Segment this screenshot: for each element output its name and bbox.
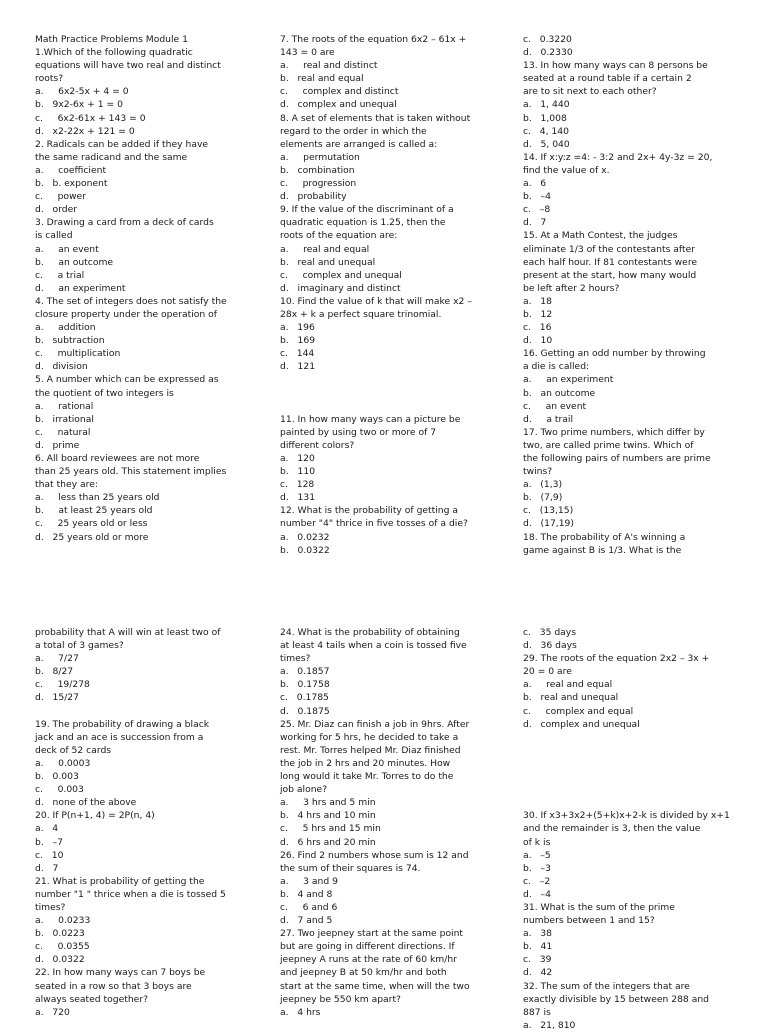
- text-line: a. addition: [35, 322, 96, 334]
- text-line: 20 = 0 are: [523, 666, 572, 678]
- text-line: a. 3 hrs and 5 min: [280, 797, 376, 809]
- text-line: a. 3 and 9: [280, 875, 338, 887]
- text-line: d. x2-22x + 121 = 0: [35, 125, 135, 137]
- text-line: elements are arranged is called a:: [280, 138, 438, 150]
- text-line: 7. The roots of the equation 6x2 – 61x +: [280, 34, 467, 45]
- text-line: 30. If x3+3x2+(5+k)x+2-k is divided by x+1: [523, 810, 730, 822]
- text-line: b. an outcome: [523, 387, 596, 399]
- text-line: 14. If x:y:z =4: - 3:2 and 2x+ 4y-3z = 20,: [523, 151, 713, 163]
- text-line: d. 131: [280, 492, 316, 504]
- text-line: d. imaginary and distinct: [280, 282, 401, 294]
- text-line: 26. Find 2 numbers whose sum is 12 and: [280, 849, 469, 861]
- text-line: d. probability: [280, 191, 347, 203]
- text-line: d. 7: [523, 217, 547, 229]
- text-line: a. 1, 440: [523, 99, 570, 111]
- text-line: but are going in different directions. If: [280, 941, 455, 953]
- text-line: d. 7 and 5: [280, 915, 333, 927]
- text-line: d. –4: [523, 888, 551, 900]
- text-line: d. 0.1875: [280, 705, 330, 717]
- text-line: 22. In how many ways can 7 boys be: [35, 967, 206, 979]
- text-line: roots?: [35, 73, 64, 85]
- text-line: regard to the order in which the: [280, 125, 427, 137]
- text-line: b. 169: [280, 335, 316, 347]
- text-line: that they are:: [35, 479, 98, 491]
- text-line: two, are called prime twins. Which of: [523, 439, 694, 451]
- column-1: [35, 33, 271, 544]
- text-line: be left after 2 hours?: [523, 282, 620, 294]
- text-line: the job in 2 hrs and 20 minutes. How: [280, 757, 451, 769]
- text-line: roots of the equation are:: [280, 230, 398, 242]
- text-line: game against B is 1/3. What is the: [523, 544, 682, 556]
- text-line: c. 6x2-61x + 143 = 0: [35, 112, 146, 124]
- text-line: job alone?: [280, 784, 328, 796]
- text-line: a. 7/27: [35, 653, 79, 665]
- text-line: 143 = 0 are: [280, 47, 335, 59]
- text-line: a. an experiment: [523, 374, 614, 386]
- text-line: b. –7: [35, 836, 63, 848]
- text-line: d. a trail: [523, 413, 574, 425]
- text-line: a. 4 hrs: [280, 1006, 321, 1018]
- text-line: the quotient of two integers is: [35, 387, 174, 399]
- text-line: c. an event: [523, 400, 587, 412]
- text-line: a. coefficient: [35, 164, 107, 176]
- text-line: d. 121: [280, 361, 316, 373]
- text-line: d. prime: [35, 439, 80, 451]
- text-line: c. progression: [280, 178, 357, 190]
- text-line: a. –5: [523, 849, 551, 861]
- text-line: d. 25 years old or more: [35, 531, 149, 543]
- column-3: [523, 626, 759, 1032]
- text-line: 9. If the value of the discriminant of a: [280, 204, 454, 216]
- text-line: 19. The probability of drawing a black: [35, 718, 210, 730]
- text-line: b. b. exponent: [35, 178, 108, 190]
- text-line: numbers between 1 and 15?: [523, 915, 655, 927]
- text-line: a. permutation: [280, 151, 360, 163]
- text-line: b. 4 hrs and 10 min: [280, 810, 376, 822]
- text-line: is called: [35, 230, 73, 242]
- text-line: the sum of their squares is 74.: [280, 862, 421, 874]
- text-line: 3. Drawing a card from a deck of cards: [35, 217, 214, 229]
- text-line: b. 4 and 8: [280, 888, 333, 900]
- text-line: 20. If P(n+1, 4) = 2P(n, 4): [35, 810, 155, 822]
- column-2: [280, 33, 516, 557]
- text-line: than 25 years old. This statement implies: [35, 466, 227, 478]
- text-line: 18. The probability of A's winning a: [523, 531, 686, 543]
- text-line: a. 720: [35, 1006, 70, 1018]
- text-line: present at the start, how many would: [523, 269, 697, 281]
- text-line: b. 9x2-6x + 1 = 0: [35, 99, 124, 111]
- text-line: d. none of the above: [35, 797, 137, 809]
- text-line: a die is called:: [523, 361, 590, 373]
- text-line: a. an event: [35, 243, 99, 255]
- text-line: b. –4: [523, 191, 551, 203]
- text-line: 5. A number which can be expressed as: [35, 374, 219, 386]
- text-line: b. real and unequal: [523, 692, 619, 704]
- text-line: a. 120: [280, 453, 315, 465]
- text-line: c. 6 and 6: [280, 901, 338, 913]
- text-line: c. 19/278: [35, 679, 90, 691]
- text-line: b. real and equal: [280, 73, 364, 85]
- text-line: number "4" thrice in five tosses of a die?: [280, 518, 468, 530]
- column-2: [280, 626, 516, 1019]
- text-line: c. 0.3220: [523, 34, 572, 45]
- text-line: d. 6 hrs and 20 min: [280, 836, 376, 848]
- text-line: at least 4 tails when a coin is tossed five: [280, 640, 467, 652]
- text-line: are to sit next to each other?: [523, 86, 657, 98]
- text-line: find the value of x.: [523, 164, 610, 176]
- text-line: b. 1,008: [523, 112, 567, 124]
- text-line: d. 0.2330: [523, 47, 573, 59]
- text-line: d. 36 days: [523, 640, 577, 652]
- text-line: of k is: [523, 836, 551, 848]
- text-line: b. 0.0223: [35, 928, 85, 940]
- text-line: eliminate 1/3 of the contestants after: [523, 243, 696, 255]
- text-line: 15. At a Math Contest, the judges: [523, 230, 678, 242]
- text-line: times?: [35, 901, 66, 913]
- text-line: a. 6x2-5x + 4 = 0: [35, 86, 129, 98]
- text-line: 1.Which of the following quadratic: [35, 47, 193, 59]
- text-line: c. multiplication: [35, 348, 121, 360]
- text-line: b. 8/27: [35, 666, 74, 678]
- text-line: b. subtraction: [35, 335, 105, 347]
- text-line: 21. What is probability of getting the: [35, 875, 205, 887]
- text-line: d. 10: [523, 335, 553, 347]
- text-line: c. 16: [523, 322, 552, 334]
- text-line: equations will have two real and distinct: [35, 60, 221, 72]
- text-line: b. real and unequal: [280, 256, 376, 268]
- text-line: quadratic equation is 1.25, then the: [280, 217, 446, 229]
- text-line: jack and an ace is succession from a: [35, 731, 204, 743]
- text-line: d. an experiment: [35, 282, 126, 294]
- text-line: rest. Mr. Torres helped Mr. Diaz finished: [280, 744, 461, 756]
- text-line: c. complex and equal: [523, 705, 634, 717]
- text-line: c. 39: [523, 954, 552, 966]
- text-line: seated at a round table if a certain 2: [523, 73, 692, 85]
- text-line: c. 4, 140: [523, 125, 569, 137]
- text-line: 29. The roots of the equation 2x2 – 3x +: [523, 653, 710, 665]
- text-line: c. natural: [35, 426, 91, 438]
- text-line: c. complex and unequal: [280, 269, 402, 281]
- text-line: 31. What is the sum of the prime: [523, 902, 675, 913]
- text-line: d. complex and unequal: [523, 718, 640, 730]
- text-line: 25. Mr. Diaz can finish a job in 9hrs. After: [280, 718, 470, 730]
- text-line: b. 0.003: [35, 771, 79, 783]
- text-line: d. 5, 040: [523, 138, 570, 150]
- text-line: start at the same time, when will the two: [280, 980, 470, 992]
- text-line: a total of 3 games?: [35, 640, 124, 652]
- text-line: b. at least 25 years old: [35, 505, 153, 517]
- text-line: c. (13,15): [523, 505, 574, 517]
- text-line: c. 0.0355: [35, 941, 90, 953]
- text-line: 11. In how many ways can a picture be: [280, 413, 461, 425]
- text-line: the same radicand and the same: [35, 151, 188, 163]
- text-line: times?: [280, 653, 311, 665]
- text-line: a. less than 25 years old: [35, 492, 160, 504]
- text-line: 24. What is the probability of obtaining: [280, 627, 460, 638]
- text-line: probability that A will win at least two of: [35, 627, 221, 638]
- text-line: c. 10: [35, 849, 64, 861]
- text-line: b. combination: [280, 164, 355, 176]
- text-line: different colors?: [280, 439, 355, 451]
- text-line: c. 5 hrs and 15 min: [280, 823, 381, 835]
- text-line: d. 7: [35, 862, 59, 874]
- text-line: d. (17,19): [523, 518, 574, 530]
- text-line: 13. In how many ways can 8 persons be: [523, 60, 708, 72]
- text-line: a. 0.0232: [280, 531, 330, 543]
- text-line: b. –3: [523, 862, 551, 874]
- text-line: a. real and distinct: [280, 60, 378, 72]
- text-line: c. a trial: [35, 269, 85, 281]
- text-line: a. real and equal: [523, 679, 613, 691]
- text-line: painted by using two or more of 7: [280, 426, 437, 438]
- text-line: and jeepney B at 50 km/hr and both: [280, 967, 447, 979]
- text-line: c. –2: [523, 875, 551, 887]
- text-line: a. (1,3): [523, 479, 563, 491]
- text-line: c. 0.003: [35, 784, 84, 796]
- text-line: b. (7,9): [523, 492, 563, 504]
- text-line: b. irrational: [35, 413, 94, 425]
- text-line: a. 196: [280, 322, 315, 334]
- text-line: c. 0.1785: [280, 692, 329, 704]
- text-line: always seated together?: [35, 993, 148, 1005]
- text-line: number "1 " thrice when a die is tossed 5: [35, 888, 226, 900]
- text-line: c. 144: [280, 348, 315, 360]
- text-line: d. 0.0322: [35, 954, 85, 966]
- column-3: [523, 33, 759, 557]
- text-line: seated in a row so that 3 boys are: [35, 980, 192, 992]
- text-line: b. 0.1758: [280, 679, 330, 691]
- text-line: the following pairs of numbers are prime: [523, 453, 711, 464]
- text-line: a. real and equal: [280, 243, 370, 255]
- text-line: a. 0.0003: [35, 757, 91, 769]
- text-line: b. 41: [523, 941, 553, 953]
- text-line: c. 128: [280, 479, 315, 491]
- text-line: d. 42: [523, 967, 553, 979]
- text-line: d. order: [35, 204, 78, 216]
- text-line: c. –8: [523, 204, 551, 216]
- text-line: a. 4: [35, 823, 59, 835]
- text-line: 32. The sum of the integers that are: [523, 980, 690, 992]
- text-line: 6. All board reviewees are not more: [35, 453, 200, 464]
- text-line: long would it take Mr. Torres to do the: [280, 771, 454, 783]
- text-line: c. power: [35, 191, 86, 203]
- text-line: a. 38: [523, 928, 553, 940]
- text-line: c. complex and distinct: [280, 86, 399, 98]
- text-line: exactly divisible by 15 between 288 and: [523, 993, 709, 1005]
- text-line: a. 21, 810: [523, 1019, 576, 1031]
- text-line: jeepney be 550 km apart?: [280, 993, 401, 1005]
- text-line: a. 6: [523, 178, 547, 190]
- text-line: jeepney A runs at the rate of 60 km/hr: [280, 954, 457, 966]
- text-line: 16. Getting an odd number by throwing: [523, 348, 706, 360]
- text-line: a. 0.1857: [280, 666, 330, 678]
- text-line: a. 18: [523, 295, 553, 307]
- text-line: 2. Radicals can be added if they have: [35, 138, 209, 150]
- text-line: 10. Find the value of k that will make x2 –: [280, 295, 472, 307]
- text-line: c. 35 days: [523, 627, 577, 638]
- text-line: b. an outcome: [35, 256, 114, 268]
- text-line: closure property under the operation of: [35, 308, 217, 320]
- text-line: a. rational: [35, 400, 94, 412]
- text-line: a. 0.0233: [35, 915, 91, 927]
- text-line: b. 110: [280, 466, 316, 478]
- text-line: 28x + k a perfect square trinomial.: [280, 308, 442, 320]
- text-line: deck of 52 cards: [35, 744, 112, 756]
- text-line: working for 5 hrs, he decided to take a: [280, 731, 459, 743]
- text-line: 4. The set of integers does not satisfy the: [35, 295, 227, 307]
- text-line: Math Practice Problems Module 1: [35, 34, 188, 45]
- text-line: and the remainder is 3, then the value: [523, 823, 701, 835]
- text-line: 887 is: [523, 1006, 551, 1018]
- text-line: d. 15/27: [35, 692, 79, 704]
- text-line: twins?: [523, 466, 553, 478]
- text-line: d. complex and unequal: [280, 99, 397, 111]
- text-line: each half hour. If 81 contestants were: [523, 256, 698, 268]
- text-line: 12. What is the probability of getting a: [280, 505, 459, 517]
- text-line: b. 12: [523, 308, 553, 320]
- text-line: b. 0.0322: [280, 544, 330, 556]
- text-line: d. division: [35, 361, 88, 373]
- text-line: 17. Two prime numbers, which differ by: [523, 426, 705, 438]
- text-line: c. 25 years old or less: [35, 518, 148, 530]
- column-1: [35, 626, 271, 1019]
- text-line: 8. A set of elements that is taken without: [280, 112, 471, 124]
- text-line: 27. Two jeepney start at the same point: [280, 928, 464, 940]
